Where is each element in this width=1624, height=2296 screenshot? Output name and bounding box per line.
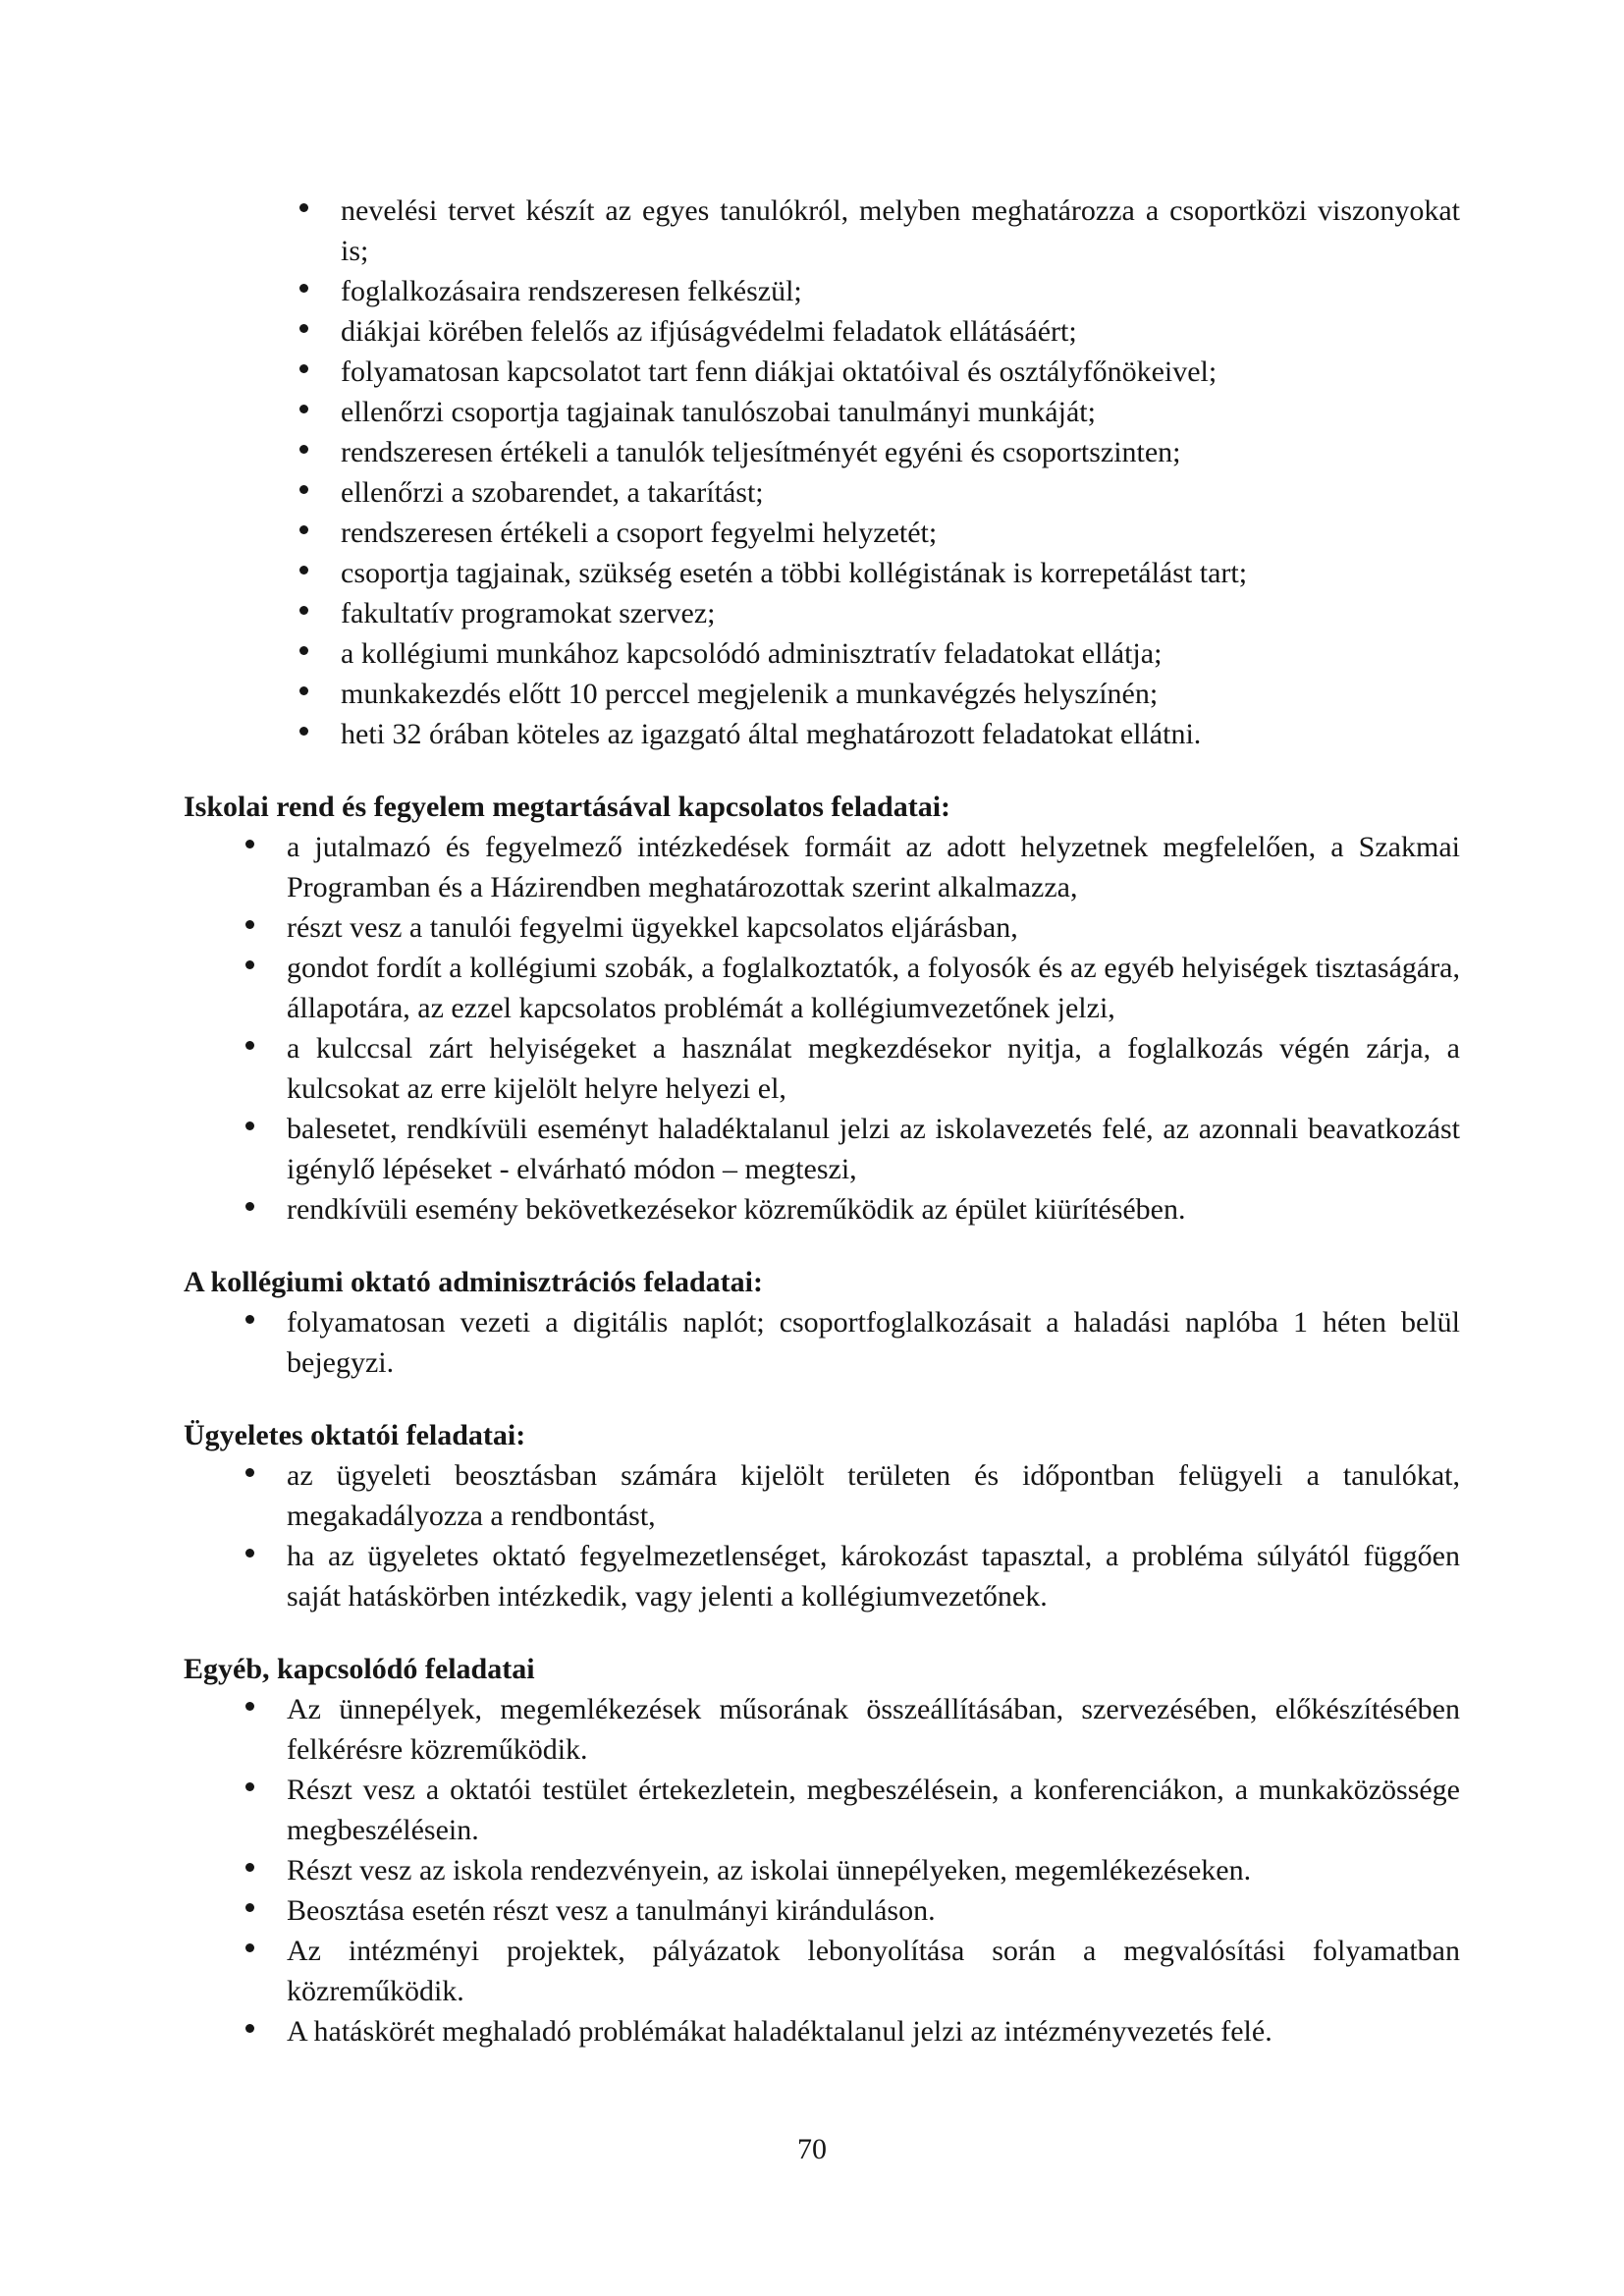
list-item	[184, 271, 1460, 311]
bullet-icon	[299, 284, 308, 293]
list-item	[184, 1109, 1460, 1189]
list-item-text: Részt vesz az iskola rendezvényein, az iskolai ünnepélyeken, megemlékezéseken.	[287, 1854, 1252, 1886]
list-item-text: ellenőrzi csoportja tagjainak tanulószobai tanulmányi munkáját;	[341, 396, 1096, 428]
list-item	[184, 1189, 1460, 1230]
list-item	[184, 1931, 1460, 2011]
list-item-text: a jutalmazó és fegyelmező intézkedések formáit az adott helyzetnek megfelelően, a Szakmai Programban és a Házirendben meghatározottak szerint alkalmazza,	[287, 831, 1460, 903]
bullet-icon	[299, 727, 308, 736]
list-item-text: folyamatosan kapcsolatot tart fenn diákjai oktatóival és osztályfőnökeivel;	[341, 355, 1218, 388]
list-item-text: diákjai körében felelős az ifjúságvédelmi feladatok ellátásáért;	[341, 315, 1077, 348]
list-item-text: folyamatosan vezeti a digitális naplót; csoportfoglalkozásait a haladási naplóba 1 héten belül bejegyzi.	[287, 1306, 1460, 1379]
list-item	[184, 472, 1460, 513]
list-item	[184, 1302, 1460, 1383]
list-item	[184, 907, 1460, 948]
list-item	[184, 553, 1460, 593]
list-item	[184, 1028, 1460, 1109]
list-item-text: rendkívüli esemény bekövetkezésekor közreműködik az épület kiürítésében.	[287, 1193, 1186, 1226]
list-item-text: rendszeresen értékeli a tanulók teljesítményét egyéni és csoportszinten;	[341, 436, 1181, 468]
page-number: 70	[797, 2133, 827, 2165]
section-heading-iskolai-rend: Iskolai rend és fegyelem megtartásával kapcsolatos feladatai:	[184, 791, 951, 823]
list-item	[184, 674, 1460, 714]
list-item	[184, 714, 1460, 754]
bullet-icon	[245, 920, 254, 929]
list-item-text: rendszeresen értékeli a csoport fegyelmi helyzetét;	[341, 517, 938, 549]
bullet-icon	[299, 646, 308, 655]
bullet-icon	[299, 686, 308, 695]
list-item-text: a kollégiumi munkához kapcsolódó adminisztratív feladatokat ellátja;	[341, 637, 1163, 670]
section-bullet-list-iskolai-rend	[184, 827, 1460, 1230]
bullet-icon	[299, 405, 308, 413]
list-item-text: Az intézményi projektek, pályázatok lebonyolítása során a megvalósítási folyamatban közreműködik.	[287, 1935, 1460, 2007]
list-item	[184, 1536, 1460, 1616]
bullet-icon	[245, 1315, 254, 1324]
list-item	[184, 1770, 1460, 1850]
list-item-text: nevelési tervet készít az egyes tanulókról, melyben meghatározza a csoportközi viszonyokat is;	[341, 194, 1460, 267]
bullet-icon	[245, 1943, 254, 1952]
bullet-icon	[299, 525, 308, 534]
bullet-icon	[245, 2024, 254, 2033]
page-content	[184, 191, 1460, 2051]
bullet-icon	[299, 203, 308, 212]
list-item-text: foglalkozásaira rendszeresen felkészül;	[341, 275, 802, 307]
bullet-icon	[299, 324, 308, 333]
list-item-text: Az ünnepélyek, megemlékezések műsorának összeállításában, szervezésében, előkészítésében felkérésre közreműködik.	[287, 1693, 1460, 1766]
bullet-icon	[245, 1782, 254, 1791]
bullet-icon	[245, 1549, 254, 1558]
list-item	[184, 311, 1460, 352]
list-item	[184, 513, 1460, 553]
list-item	[184, 827, 1460, 907]
list-item-text: a kulccsal zárt helyiségeket a használat megkezdésekor nyitja, a foglalkozás végén zárja, a kulcsokat az erre kijelölt helyre helyezi el,	[287, 1032, 1460, 1105]
list-item	[184, 633, 1460, 674]
bullet-icon	[245, 1041, 254, 1050]
list-item	[184, 1850, 1460, 1890]
bullet-icon	[299, 566, 308, 574]
bullet-icon	[245, 1468, 254, 1477]
bullet-icon	[245, 1202, 254, 1211]
bullet-icon	[245, 1863, 254, 1872]
list-item	[184, 191, 1460, 271]
bullet-icon	[299, 445, 308, 454]
list-item-text: az ügyeleti beosztásban számára kijelölt területen és időpontban felügyeli a tanulókat, megakadályozza a rendbontást,	[287, 1459, 1460, 1532]
list-item	[184, 948, 1460, 1028]
intro-bullet-list	[184, 191, 1460, 754]
section-heading-egyeb: Egyéb, kapcsolódó feladatai	[184, 1653, 535, 1685]
list-item-text: gondot fordít a kollégiumi szobák, a foglalkoztatók, a folyosók és az egyéb helyiségek tisztaságára, állapotára, az ezzel kapcsolatos problémát a kollégiumvezetőnek jelzi,	[287, 952, 1460, 1024]
list-item	[184, 593, 1460, 633]
list-item	[184, 1455, 1460, 1536]
bullet-icon	[245, 840, 254, 848]
section-bullet-list-ugyeletes	[184, 1455, 1460, 1616]
list-item-text: Beosztása esetén részt vesz a tanulmányi kiránduláson.	[287, 1894, 936, 1927]
list-item-text: fakultatív programokat szervez;	[341, 597, 716, 629]
section-heading-ugyeletes: Ügyeletes oktatói feladatai:	[184, 1419, 526, 1451]
section-heading-adminisztracios: A kollégiumi oktató adminisztrációs feladatai:	[184, 1266, 763, 1298]
list-item	[184, 352, 1460, 392]
bullet-icon	[245, 1702, 254, 1711]
list-item	[184, 392, 1460, 432]
bullet-icon	[299, 364, 308, 373]
list-item-text: munkakezdés előtt 10 perccel megjelenik a munkavégzés helyszínén;	[341, 678, 1159, 710]
bullet-icon	[245, 960, 254, 969]
list-item-text: részt vesz a tanulói fegyelmi ügyekkel kapcsolatos eljárásban,	[287, 911, 1018, 944]
bullet-icon	[245, 1121, 254, 1130]
list-item-text: balesetet, rendkívüli eseményt haladéktalanul jelzi az iskolavezetés felé, az azonnali beavatkozást igénylő lépéseket - elvárható módon – megteszi,	[287, 1113, 1460, 1185]
list-item	[184, 1689, 1460, 1770]
list-item-text: ellenőrzi a szobarendet, a takarítást;	[341, 476, 764, 509]
bullet-icon	[299, 606, 308, 615]
list-item-text: A hatáskörét meghaladó problémákat haladéktalanul jelzi az intézményvezetés felé.	[287, 2015, 1272, 2048]
list-item-text: csoportja tagjainak, szükség esetén a többi kollégistának is korrepetálást tart;	[341, 557, 1248, 589]
list-item	[184, 2011, 1460, 2051]
list-item-text: Részt vesz a oktatói testület értekezletein, megbeszélésein, a konferenciákon, a munkaközössége megbeszélésein.	[287, 1774, 1460, 1846]
section-bullet-list-adminisztracios	[184, 1302, 1460, 1383]
bullet-icon	[299, 485, 308, 494]
list-item-text: heti 32 órában köteles az igazgató által meghatározott feladatokat ellátni.	[341, 718, 1202, 750]
section-bullet-list-egyeb	[184, 1689, 1460, 2051]
list-item	[184, 432, 1460, 472]
list-item-text: ha az ügyeletes oktató fegyelmezetlenséget, károkozást tapasztal, a probléma súlyától függően saját hatáskörben intézkedik, vagy jelenti a kollégiumvezetőnek.	[287, 1540, 1460, 1613]
list-item	[184, 1890, 1460, 1931]
bullet-icon	[245, 1903, 254, 1912]
